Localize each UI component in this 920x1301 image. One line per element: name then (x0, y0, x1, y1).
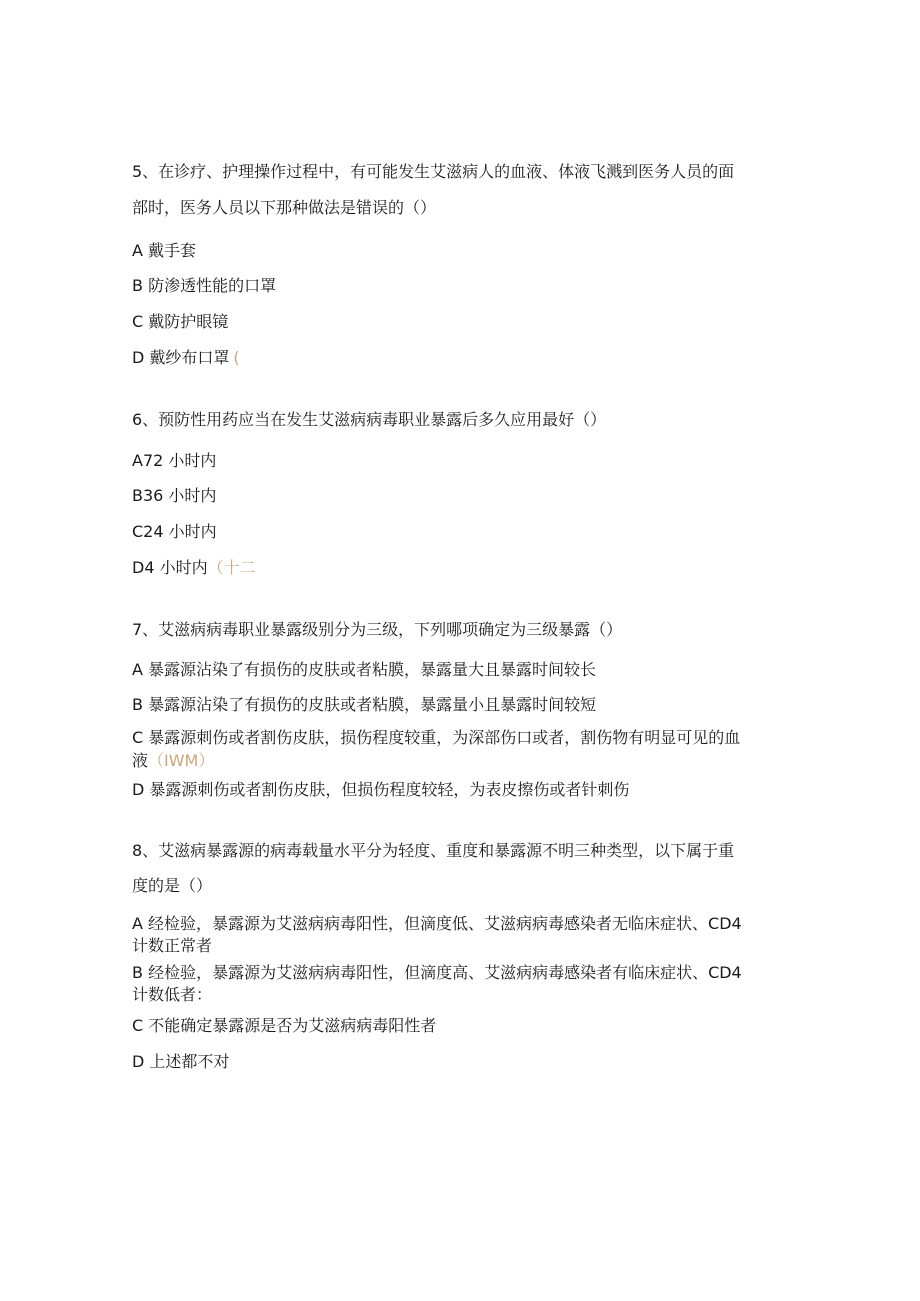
question-8-option-b-line-2: 计数低者： (132, 985, 213, 1004)
question-7-stem-line-1: 7、艾滋病病毒职业暴露级别分为三级，下列哪项确定为三级暴露（） (132, 620, 623, 639)
question-7-option-c-mark: （IWM） (148, 751, 215, 770)
question-7-option-a: A 暴露源沾染了有损伤的皮肤或者粘膜，暴露量大且暴露时间较长 (132, 660, 597, 679)
question-6-option-c: C24 小时内 (132, 522, 217, 541)
question-5-option-a: A 戴手套 (132, 241, 197, 260)
question-6-option-d (132, 557, 792, 579)
question-5-option-d-mark: ( (233, 348, 240, 367)
question-8-option-c: C 不能确定暴露源是否为艾滋病病毒阳性者 (132, 1016, 437, 1035)
question-6-stem-line-1: 6、预防性用药应当在发生艾滋病病毒职业暴露后多久应用最好（） (132, 410, 607, 429)
question-7-option-c-line-1: C 暴露源刺伤或者割伤皮肤，损伤程度较重，为深部伤口或者，割伤物有明显可见的血 (132, 728, 741, 747)
question-8-option-a-line-2: 计数正常者 (132, 936, 213, 955)
question-6-option-b: B36 小时内 (132, 486, 217, 505)
question-8-option-b-line-1: B 经检验，暴露源为艾滋病病毒阳性，但滴度高、艾滋病病毒感染者有临床症状、CD4 (132, 963, 742, 982)
question-7-option-d: D 暴露源刺伤或者割伤皮肤，但损伤程度较轻，为表皮擦伤或者针刺伤 (132, 780, 630, 799)
question-6-option-d-text: D4 小时内 (132, 558, 208, 577)
question-5-stem-line-2: 部时，医务人员以下那种做法是错误的（） (132, 198, 437, 217)
question-8-stem-line-1: 8、艾滋病暴露源的病毒载量水平分为轻度、重度和暴露源不明三种类型，以下属于重 (132, 841, 735, 860)
question-5-option-c: C 戴防护眼镜 (132, 312, 229, 331)
question-6-option-a: A72 小时内 (132, 451, 217, 470)
question-8-option-d: D 上述都不对 (132, 1052, 230, 1071)
question-5-option-d-text: D 戴纱布口罩 (132, 348, 230, 367)
question-5-stem-line-1: 5、在诊疗、护理操作过程中，有可能发生艾滋病人的血液、体液飞溅到医务人员的面 (132, 162, 735, 181)
question-7-option-b: B 暴露源沾染了有损伤的皮肤或者粘膜，暴露量小且暴露时间较短 (132, 695, 597, 714)
question-8-stem-line-2: 度的是（） (132, 876, 213, 895)
question-8-option-a-line-1: A 经检验，暴露源为艾滋病病毒阳性，但滴度低、艾滋病病毒感染者无临床症状、CD4 (132, 914, 742, 933)
question-6-option-d-mark: （十二 (207, 558, 256, 577)
question-7-option-c-line-2 (132, 750, 792, 772)
question-7-option-c-line-2-text: 液 (132, 751, 149, 770)
question-5-option-d (132, 347, 792, 369)
question-5-option-b: B 防渗透性能的口罩 (132, 276, 277, 295)
